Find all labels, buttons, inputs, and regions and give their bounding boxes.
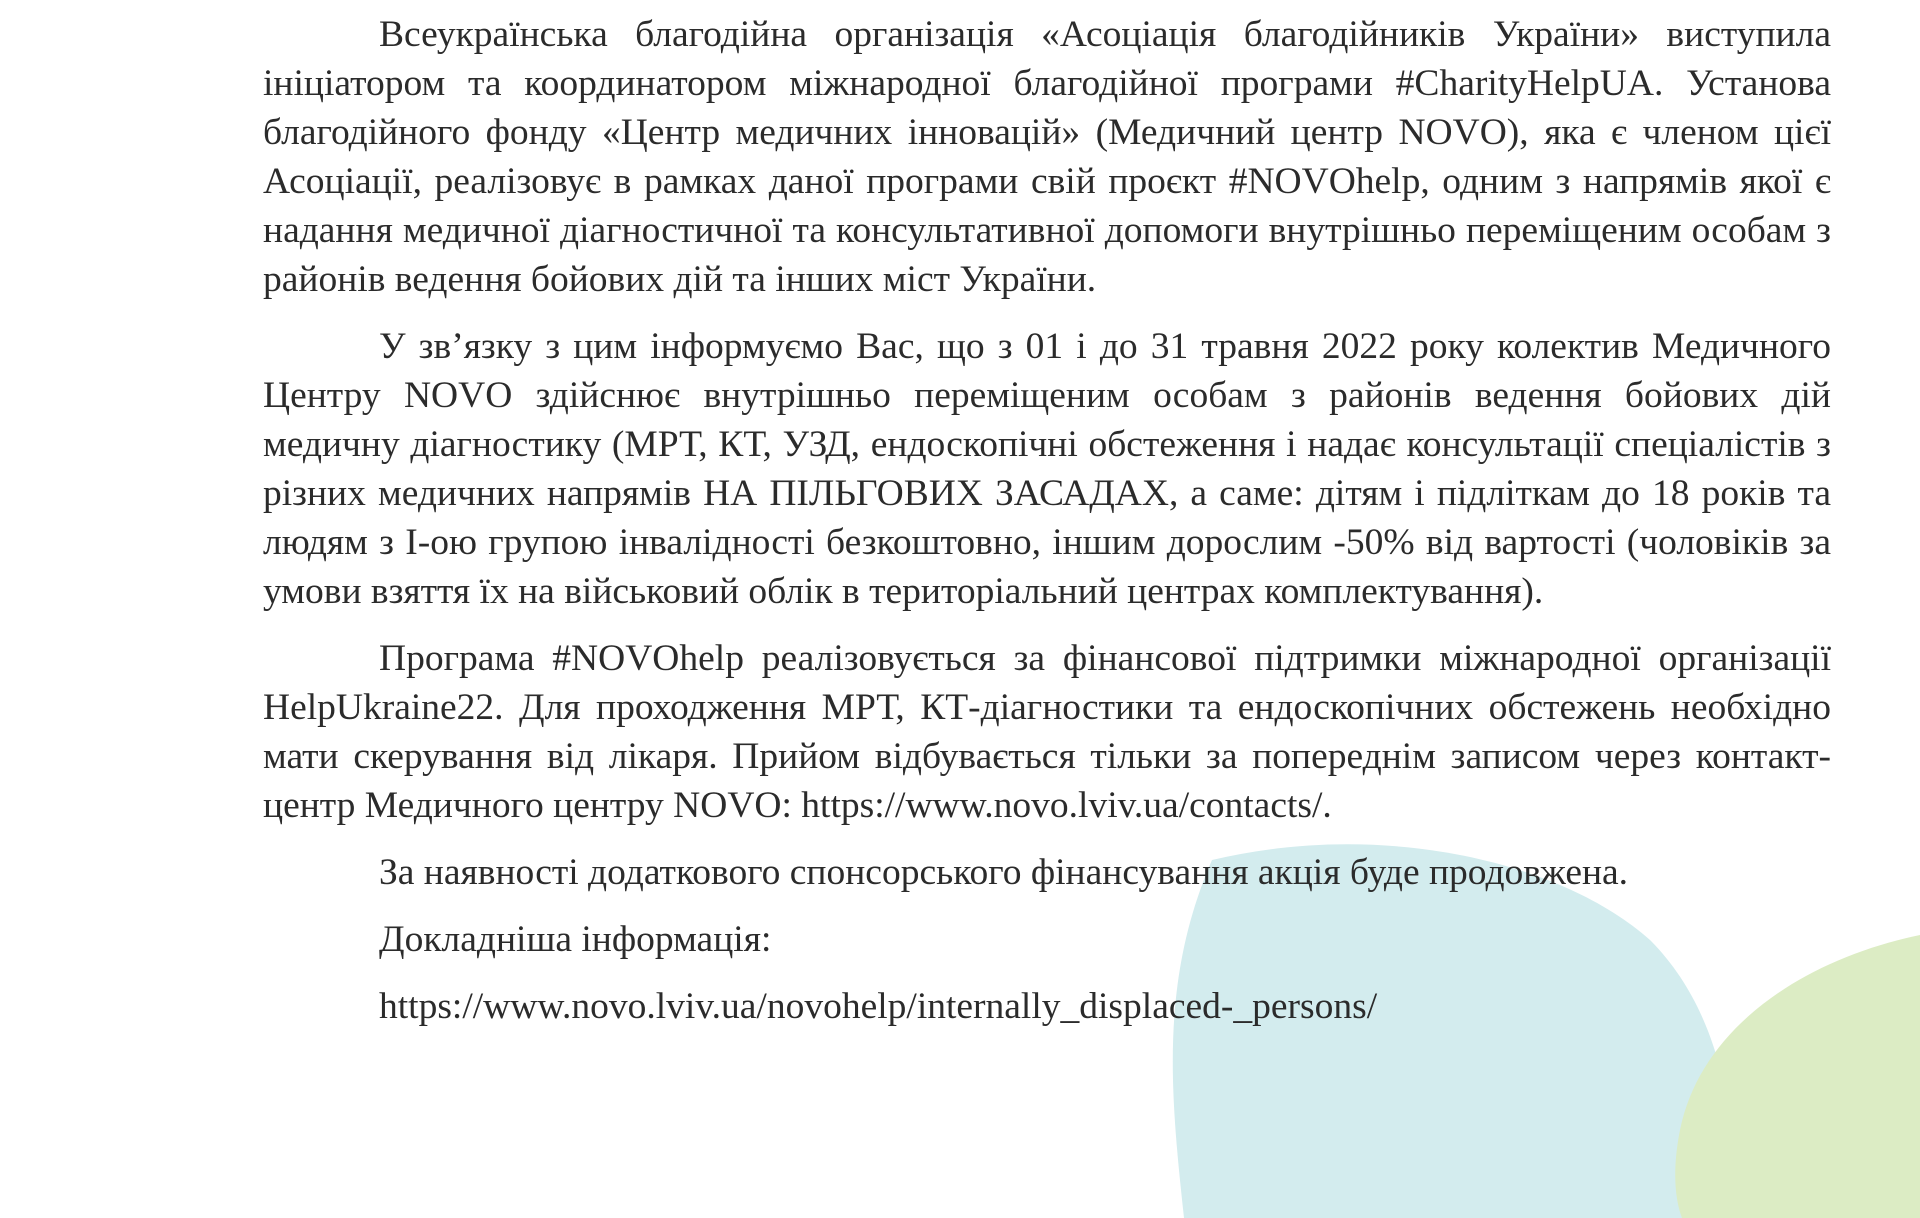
letter-body: [263, 10, 1831, 1031]
more-info-link[interactable]: https://www.novo.lviv.ua/novohelp/internally_displaced-_persons/: [379, 986, 1378, 1027]
paragraph-intro: Всеукраїнська благодійна організація «Асоціація благодійників України» виступила ініціатором та координатором міжнародної благодійної програми #CharityHelpUA. Установа благодійного фонду «Центр медичних інновацій» (Медичний центр NOVO), яка є членом цієї Асоціації, реалізовує в рамках даної програми свій проєкт #NOVOhelp, одним з напрямів якої є надання медичної діагностичної та консультативної допомоги внутрішньо переміщеним особам з районів ведення бойових дій та інших міст України.: [263, 14, 1831, 300]
paragraph-benefits: У зв’язку з цим інформуємо Вас, що з 01 і до 31 травня 2022 року колектив Медичного Центру NOVO здійснює внутрішньо переміщеним особам з районів ведення бойових дій медичну діагностику (МРТ, КТ, УЗД, ендоскопічні обстеження і надає консультації спеціалістів з різних медичних напрямів НА ПІЛЬГОВИХ ЗАСАДАХ, а саме: дітям і підліткам до 18 років та людям з І-ою групою інвалідності безкоштовно, іншим дорослим -50% від вартості (чоловіків за умови взяття їх на військовий облік в територіальний центрах комплектування).: [263, 326, 1831, 612]
more-info-label: Докладніша інформація:: [379, 919, 772, 960]
extension-note: За наявності додаткового спонсорського фінансування акція буде продовжена.: [379, 852, 1629, 893]
paragraph-program: Програма #NOVOhelp реалізовується за фінансової підтримки міжнародної організації HelpUkraine22. Для проходження МРТ, КТ-діагностики та ендоскопічних обстежень необхідно мати скерування від лікаря. Прийом відбувається тільки за попереднім записом через контакт-центр Медичного центру NOVO: https://www.novo.lviv.ua/contacts/.: [263, 638, 1831, 826]
